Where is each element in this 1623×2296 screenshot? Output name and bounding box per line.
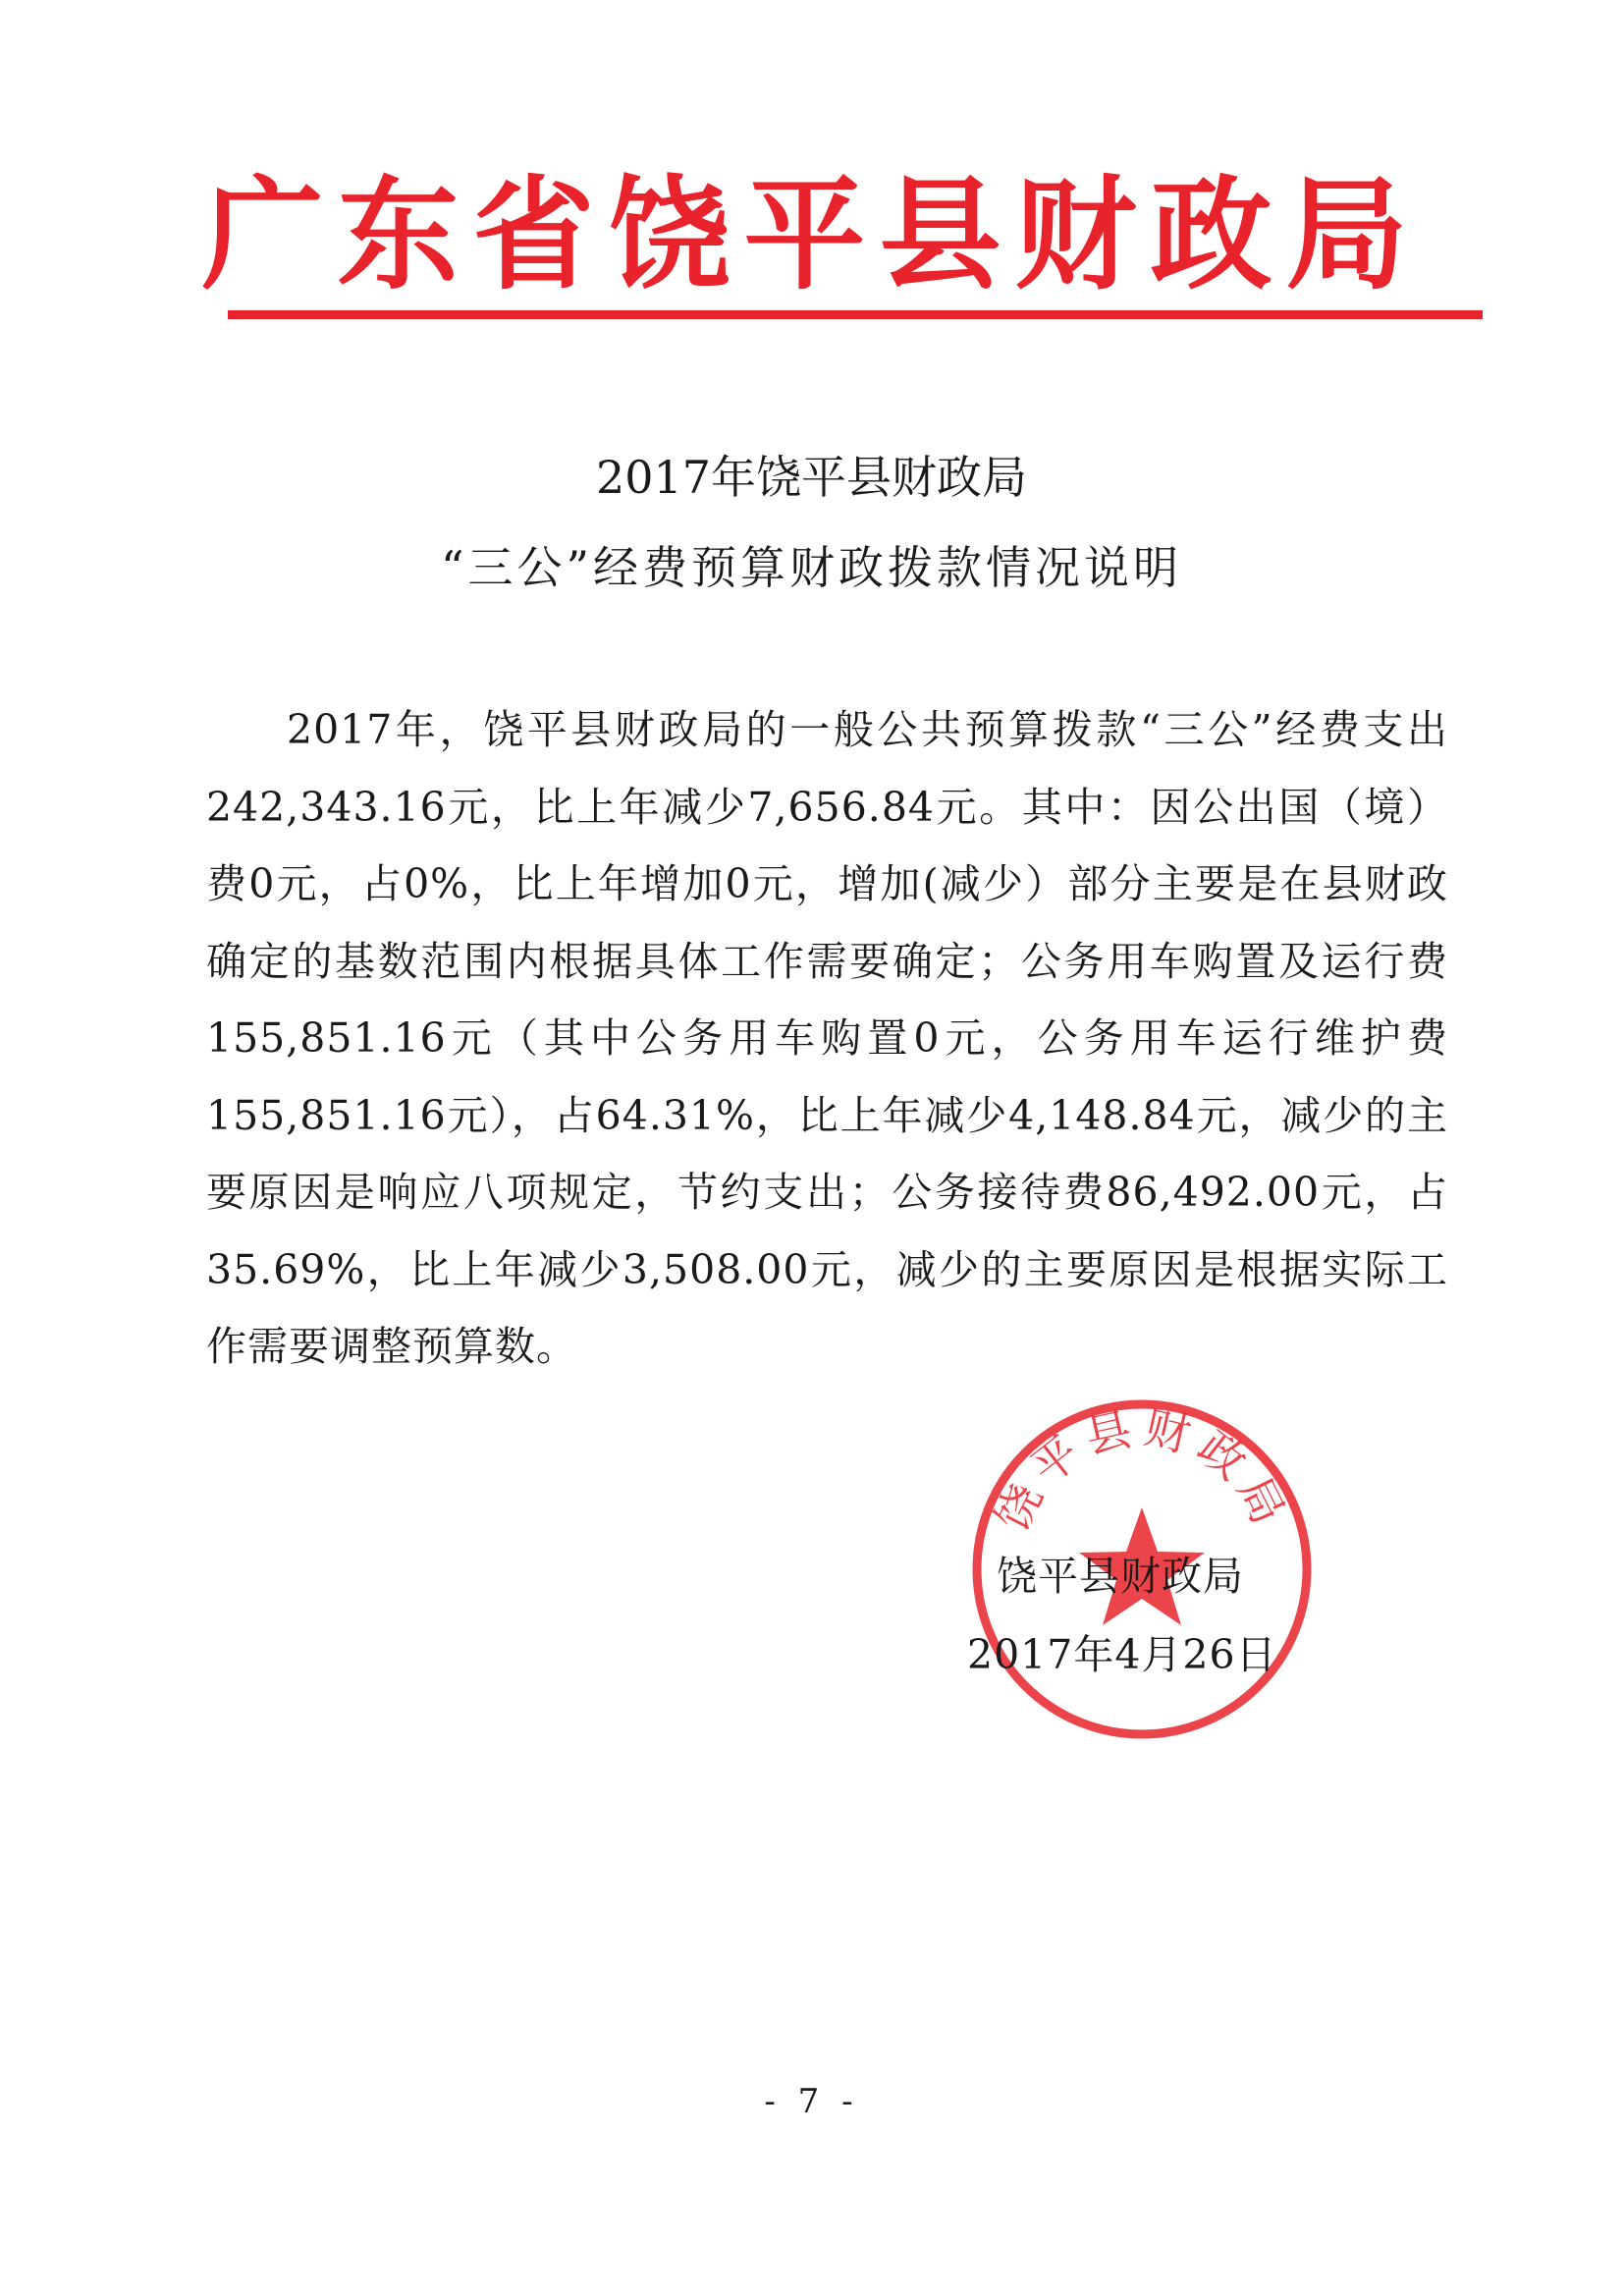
letterhead-org-name: 广东省饶平县财政局 xyxy=(201,164,1422,306)
page-number: - 7 - xyxy=(764,2082,859,2121)
body-paragraph: 2017年，饶平县财政局的一般公共预算拨款“三公”经费支出242,343.16元，比上年减少7,656.84元。其中：因公出国（境）费0元，占0%，比上年增加0元，增加(减少）部分主要是在县财政确定的基数范围内根据具体工作需要确定；公务用车购置及运行费155,851.16元（其中公务用车购置0元，公务用车运行维护费155,851.16元），占64.31%，比上年减少4,148.84元，减少的主要原因是响应八项规定，节约支出；公务接待费86,492.00元，占35.69%，比上年减少3,508.00元，减少的主要原因是根据实际工作需要调整预算数。 xyxy=(206,706,1448,1370)
document-title-line-1: 2017年饶平县财政局 xyxy=(595,451,1028,504)
signature-organization: 饶平县财政局 xyxy=(997,1553,1244,1600)
letterhead-red-rule xyxy=(228,310,1483,319)
seal-text: 饶平县财政局 xyxy=(985,1400,1299,1540)
document-title-line-2: “三公”经费预算财政拨款情况说明 xyxy=(440,541,1183,594)
signature-date: 2017年4月26日 xyxy=(967,1631,1277,1678)
